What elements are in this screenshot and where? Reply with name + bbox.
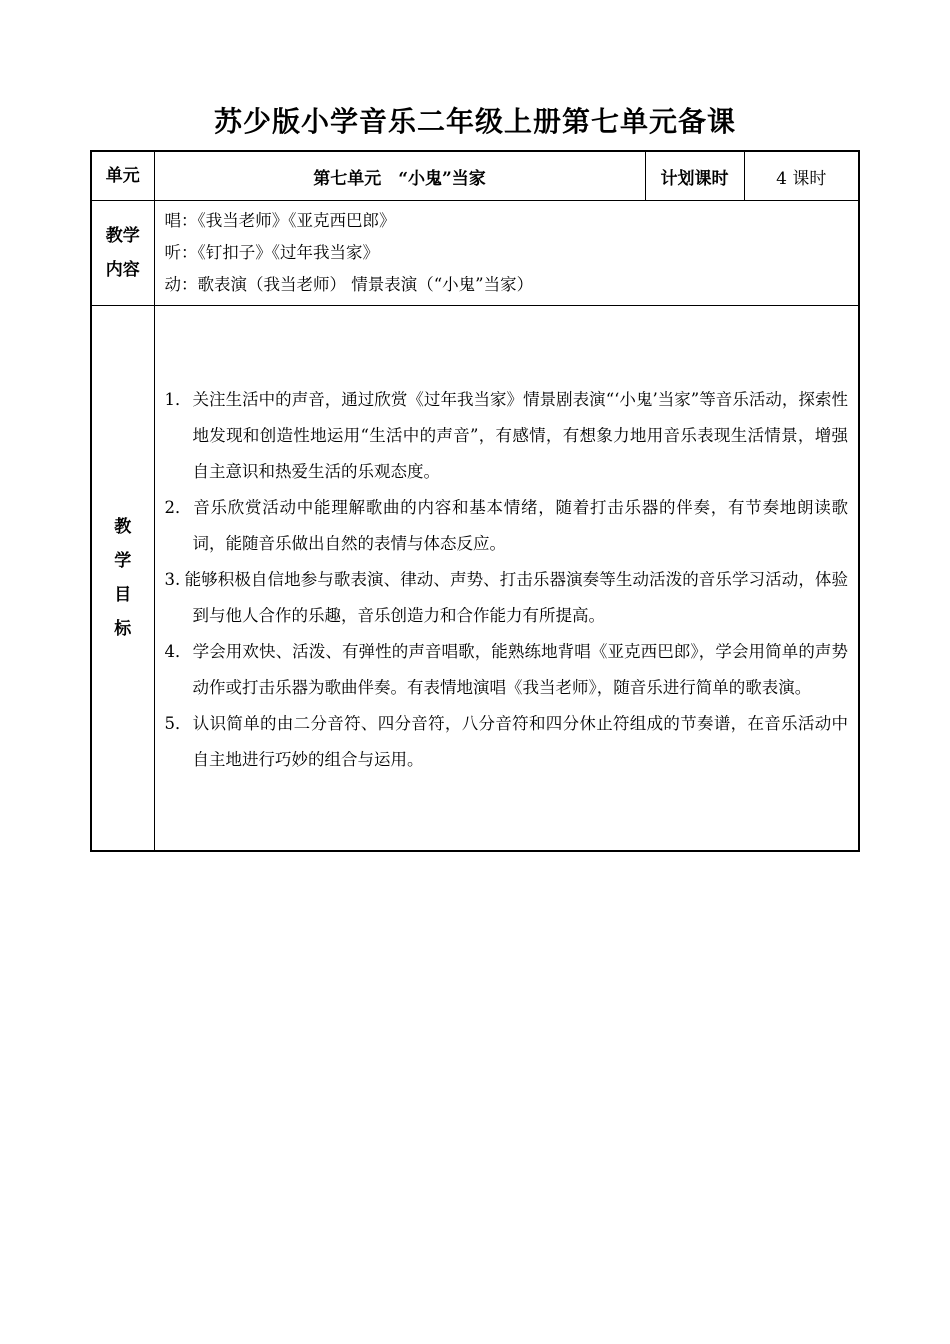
goal-item [165,706,849,778]
goals-cell [154,306,859,852]
content-label-line-1: 教学 [105,226,140,246]
content-cell [154,201,859,306]
goal-item [165,562,849,634]
goal-number: 2． [164,498,192,517]
goal-item [165,382,849,490]
lesson-plan-table [90,150,860,852]
unit-title: 第七单元 “小鬼”当家 [154,151,645,201]
goal-text: 认识简单的由二分音符、四分音符，八分音符和四分休止符组成的节奏谱，在音乐活动中自主地进行巧妙的组合与运用。 [192,714,848,769]
goal-text: 关注生活中的声音，通过欣赏《过年我当家》情景剧表演“‘小鬼’当家”等音乐活动，探索性地发现和创造性地运用“生活中的声音”，有感情，有想象力地用音乐表现生活情景，增强自主意识和热爱生活的乐观态度。 [192,390,848,481]
goal-number: 1． [164,390,192,409]
goal-item [165,490,849,562]
goals-label-char: 学 [114,551,132,571]
goal-number: 3. [164,570,181,589]
goals-label-char: 标 [114,619,132,639]
goal-item [165,634,849,706]
content-row [91,201,859,306]
content-label-line-2: 内容 [105,260,140,280]
goal-text: 学会用欢快、活泼、有弹性的声音唱歌，能熟练地背唱《亚克西巴郎》，学会用简单的声势动作或打击乐器为歌曲伴奏。有表情地演唱《我当老师》，随音乐进行简单的歌表演。 [192,642,848,697]
content-label [91,201,154,306]
goal-text: 音乐欣赏活动中能理解歌曲的内容和基本情绪，随着打击乐器的伴奏，有节奏地朗读歌词，能随音乐做出自然的表情与体态反应。 [192,498,848,553]
goals-label-char: 教 [114,517,132,537]
goals-label-char: 目 [114,585,132,605]
page-title: 苏少版小学音乐二年级上册第七单元备课 [213,105,736,138]
content-line-move: 动：歌表演（我当老师） 情景表演（“小鬼”当家） [164,275,534,294]
content-line-listen: 听：《钉扣子》《过年我当家》 [164,243,379,262]
goal-number: 4． [164,642,192,661]
goals-label [91,306,154,852]
unit-label: 单元 [91,151,154,201]
plan-hours-label: 计划课时 [645,151,744,201]
goals-row [91,306,859,852]
goal-number: 5． [164,714,192,733]
content-line-sing: 唱：《我当老师》《亚克西巴郎》 [164,211,396,230]
plan-hours-value: 4 课时 [744,151,859,201]
goal-text: 能够积极自信地参与歌表演、律动、声势、打击乐器演奏等生动活泼的音乐学习活动，体验到与他人合作的乐趣，音乐创造力和合作能力有所提高。 [184,570,848,625]
unit-row [91,151,859,201]
